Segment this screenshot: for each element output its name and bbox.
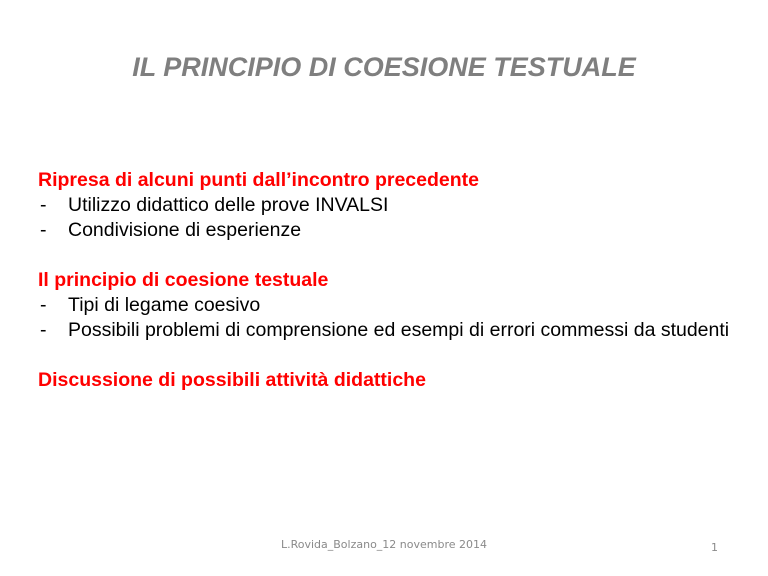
bullet-text: Possibili problemi di comprensione ed esempi di errori commessi da studenti bbox=[68, 319, 730, 341]
bullet-dash: - bbox=[40, 294, 47, 316]
bullet-dash: - bbox=[40, 319, 47, 341]
section-cohesion bbox=[38, 268, 738, 343]
bullet-item bbox=[38, 318, 738, 343]
bullet-text: Condivisione di esperienze bbox=[68, 219, 302, 241]
section-heading: Il principio di coesione testuale bbox=[38, 269, 329, 291]
bullet-text: Tipi di legame coesivo bbox=[68, 294, 261, 316]
section-heading: Ripresa di alcuni punti dall’incontro precedente bbox=[38, 169, 479, 191]
slide-title: IL PRINCIPIO DI COESIONE TESTUALE bbox=[132, 52, 636, 82]
bullet-item bbox=[38, 193, 738, 218]
bullet-item bbox=[38, 293, 738, 318]
slide-body bbox=[38, 168, 738, 393]
section-heading: Discussione di possibili attività didattiche bbox=[38, 369, 426, 391]
bullet-text: Utilizzo didattico delle prove INVALSI bbox=[68, 194, 389, 216]
bullet-item bbox=[38, 218, 738, 243]
bullet-dash: - bbox=[40, 219, 47, 241]
bullet-dash: - bbox=[40, 194, 47, 216]
slide-footer: L.Rovida_Bolzano_12 novembre 2014 bbox=[280, 538, 488, 551]
page-number: 1 bbox=[711, 541, 718, 554]
section-recap bbox=[38, 168, 738, 243]
section-discussion bbox=[38, 368, 738, 393]
